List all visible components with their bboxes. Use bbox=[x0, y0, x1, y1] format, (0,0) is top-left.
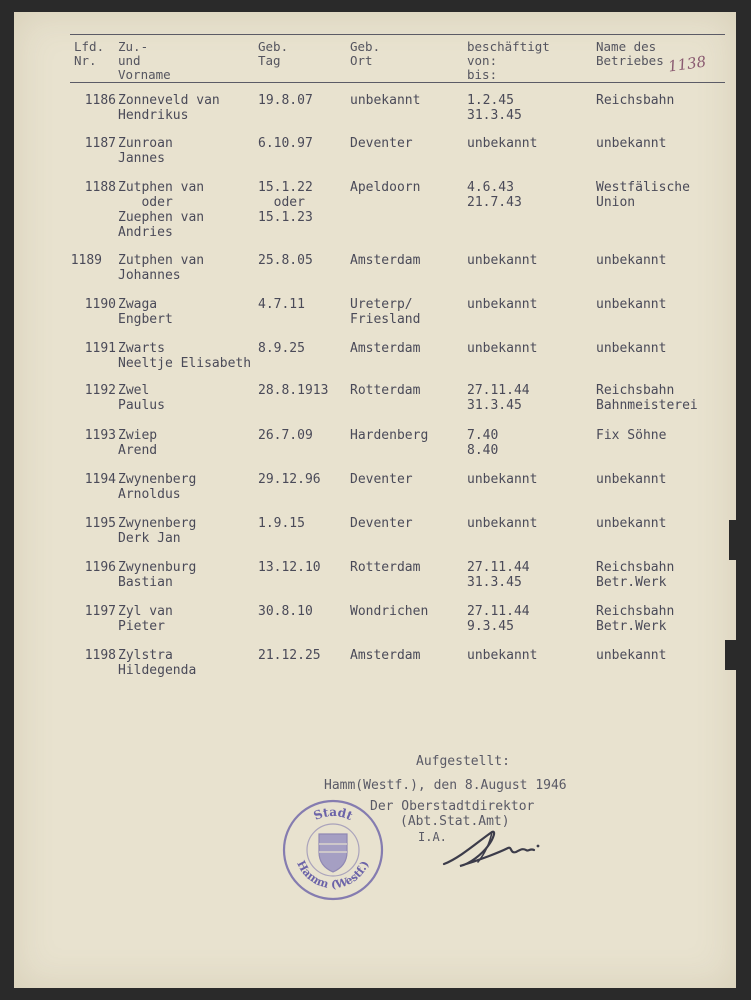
row-company: unbekannt bbox=[596, 648, 667, 663]
row-number: 1193 bbox=[84, 428, 116, 443]
row-birthdate: 29.12.96 bbox=[258, 472, 321, 487]
row-employment: 27.11.44 9.3.45 bbox=[467, 604, 530, 634]
row-name: Zwel Paulus bbox=[118, 383, 165, 413]
row-birthplace: Amsterdam bbox=[350, 648, 421, 663]
row-name: Zutphen van Johannes bbox=[118, 253, 205, 283]
row-birthdate: 15.1.22 oder 15.1.23 bbox=[258, 180, 313, 225]
row-number: 1190 bbox=[84, 297, 116, 312]
row-birthplace: Ureterp/ Friesland bbox=[350, 297, 421, 327]
header-nr-line: Lfd. bbox=[74, 39, 105, 54]
row-employment: unbekannt bbox=[467, 253, 538, 268]
row-employment: unbekannt bbox=[467, 136, 538, 151]
row-number: 1196 bbox=[84, 560, 116, 575]
row-birthplace: Apeldoorn bbox=[350, 180, 421, 195]
header-col-birthplace bbox=[350, 40, 380, 68]
row-birthplace: Rotterdam bbox=[350, 560, 421, 575]
header-col-birthdate bbox=[258, 40, 288, 68]
row-birthdate: 21.12.25 bbox=[258, 648, 321, 663]
row-name: Zwaga Engbert bbox=[118, 297, 173, 327]
row-birthplace: Wondrichen bbox=[350, 604, 429, 619]
row-birthdate: 26.7.09 bbox=[258, 428, 313, 443]
row-birthplace: Deventer bbox=[350, 516, 413, 531]
svg-text:Stadt bbox=[312, 805, 356, 823]
footer-department: (Abt.Stat.Amt) bbox=[400, 814, 510, 829]
row-number: 1188 bbox=[84, 180, 116, 195]
row-name: Zylstra Hildegenda bbox=[118, 648, 197, 678]
stamp-top-text: Stadt bbox=[311, 804, 355, 824]
row-name: Zwarts Neeltje Elisabeth bbox=[118, 341, 252, 371]
stamp-bottom-text: Hamm (Westf.) bbox=[294, 858, 372, 892]
header-name-line: Zu.- und bbox=[118, 39, 149, 68]
row-employment: unbekannt bbox=[467, 297, 538, 312]
row-employment: 27.11.44 31.3.45 bbox=[467, 560, 530, 590]
header-firm-line: Name des bbox=[596, 39, 657, 54]
row-company: unbekannt bbox=[596, 516, 667, 531]
row-company: Reichsbahn Betr.Werk bbox=[596, 604, 675, 634]
header-col-name bbox=[118, 40, 171, 82]
row-company: unbekannt bbox=[596, 297, 667, 312]
row-birthdate: 19.8.07 bbox=[258, 93, 313, 108]
row-birthdate: 8.9.25 bbox=[258, 341, 305, 356]
row-name: Zunroan Jannes bbox=[118, 136, 173, 166]
row-birthplace: Deventer bbox=[350, 472, 413, 487]
row-birthplace: Deventer bbox=[350, 136, 413, 151]
row-company: Reichsbahn Betr.Werk bbox=[596, 560, 675, 590]
row-birthplace: Rotterdam bbox=[350, 383, 421, 398]
coat-of-arms-shield bbox=[319, 834, 347, 872]
row-company: Reichsbahn Bahnmeisterei bbox=[596, 383, 698, 413]
row-birthdate: 1.9.15 bbox=[258, 516, 305, 531]
row-name: Zwynenberg Arnoldus bbox=[118, 472, 197, 502]
row-name: Zwiep Arend bbox=[118, 428, 158, 458]
row-employment: 1.2.45 31.3.45 bbox=[467, 93, 522, 123]
row-number: 1189 bbox=[70, 253, 102, 268]
row-birthplace: Amsterdam bbox=[350, 253, 421, 268]
row-name: Zutphen van oder Zuephen van Andries bbox=[118, 180, 205, 240]
footer-authority: Der Oberstadtdirektor bbox=[370, 799, 535, 814]
header-rule-top bbox=[70, 34, 725, 35]
header-name-line: Vorname bbox=[118, 67, 171, 82]
footer-place-date: Hamm(Westf.), den 8.August 1946 bbox=[324, 778, 567, 793]
row-company: Westfälische Union bbox=[596, 180, 690, 210]
row-birthplace: Hardenberg bbox=[350, 428, 429, 443]
row-company: unbekannt bbox=[596, 136, 667, 151]
scan-border-top bbox=[0, 0, 751, 12]
row-name: Zonneveld van Hendrikus bbox=[118, 93, 220, 123]
row-birthdate: 6.10.97 bbox=[258, 136, 313, 151]
row-birthdate: 13.12.10 bbox=[258, 560, 321, 575]
row-birthdate: 4.7.11 bbox=[258, 297, 305, 312]
header-work-line: beschäftigt bbox=[467, 39, 550, 54]
row-number: 1191 bbox=[84, 341, 116, 356]
row-number: 1194 bbox=[84, 472, 116, 487]
city-seal-stamp bbox=[281, 798, 385, 902]
row-number: 1186 bbox=[84, 93, 116, 108]
torn-edge bbox=[725, 640, 751, 670]
header-work-line: von: bbox=[467, 53, 498, 68]
pencil-annotation: 1138 bbox=[666, 52, 708, 76]
row-number: 1192 bbox=[84, 383, 116, 398]
row-name: Zyl van Pieter bbox=[118, 604, 173, 634]
footer-aufgestellt: Aufgestellt: bbox=[416, 754, 510, 769]
row-company: Reichsbahn bbox=[596, 93, 675, 108]
header-nr-line: Nr. bbox=[74, 53, 97, 68]
row-number: 1195 bbox=[84, 516, 116, 531]
header-firm-line: Betriebes bbox=[596, 53, 664, 68]
row-employment: 7.40 8.40 bbox=[467, 428, 499, 458]
footer-ia: I.A. bbox=[418, 830, 447, 844]
row-number: 1197 bbox=[84, 604, 116, 619]
row-company: Fix Söhne bbox=[596, 428, 667, 443]
row-company: unbekannt bbox=[596, 472, 667, 487]
row-name: Zwynenberg Derk Jan bbox=[118, 516, 197, 546]
row-employment: unbekannt bbox=[467, 472, 538, 487]
row-name: Zwynenburg Bastian bbox=[118, 560, 197, 590]
row-company: unbekannt bbox=[596, 253, 667, 268]
row-employment: 4.6.43 21.7.43 bbox=[467, 180, 522, 210]
row-employment: unbekannt bbox=[467, 516, 538, 531]
header-place-line: Geb. Ort bbox=[350, 39, 381, 68]
header-rule-bottom bbox=[70, 82, 725, 83]
row-birthdate: 28.8.1913 bbox=[258, 383, 329, 398]
torn-edge bbox=[729, 520, 751, 560]
row-employment: unbekannt bbox=[467, 648, 538, 663]
row-employment: 27.11.44 31.3.45 bbox=[467, 383, 530, 413]
row-birthdate: 25.8.05 bbox=[258, 253, 313, 268]
row-company: unbekannt bbox=[596, 341, 667, 356]
row-birthplace: unbekannt bbox=[350, 93, 421, 108]
header-col-employed bbox=[467, 40, 550, 82]
row-number: 1187 bbox=[84, 136, 116, 151]
row-birthplace: Amsterdam bbox=[350, 341, 421, 356]
row-employment: unbekannt bbox=[467, 341, 538, 356]
header-work-line: bis: bbox=[467, 67, 498, 82]
row-number: 1198 bbox=[84, 648, 116, 663]
header-col-nr bbox=[74, 40, 114, 68]
handwritten-signature bbox=[430, 818, 550, 878]
header-col-company bbox=[596, 40, 664, 68]
row-birthdate: 30.8.10 bbox=[258, 604, 313, 619]
header-date-line: Geb. Tag bbox=[258, 39, 289, 68]
